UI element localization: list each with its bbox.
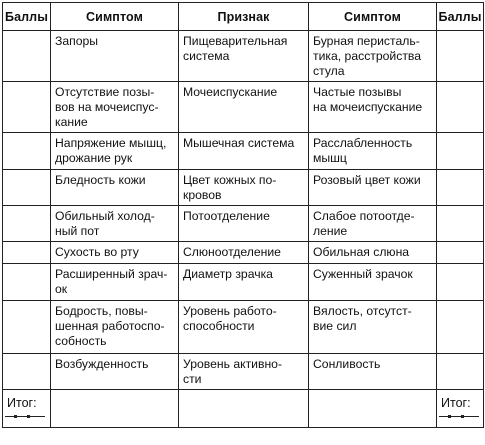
score-cell-right bbox=[437, 242, 484, 264]
table-row bbox=[3, 206, 484, 242]
symptom-left-cell: Возбужденность bbox=[51, 354, 179, 390]
header-score-left: Баллы bbox=[3, 3, 51, 31]
symptom-right-cell: Вялость, отсутст- вие сил bbox=[309, 301, 437, 354]
sign-cell: Уровень активно- сти bbox=[179, 354, 309, 390]
header-sign: Признак bbox=[179, 3, 309, 31]
score-cell-left bbox=[3, 301, 51, 354]
score-cell-left bbox=[3, 31, 51, 82]
score-cell-right bbox=[437, 31, 484, 82]
sign-cell: Слюноотделение bbox=[179, 242, 309, 264]
table-row bbox=[3, 301, 484, 354]
symptom-left-cell: Напряжение мышц, дрожание рук bbox=[51, 133, 179, 170]
total-blank-line-left bbox=[5, 416, 45, 417]
empty-cell bbox=[179, 390, 309, 428]
symptom-left-cell: Обильный холод- ный пот bbox=[51, 206, 179, 242]
total-label-left: Итог: bbox=[7, 396, 37, 410]
sign-cell: Цвет кожных по- кровов bbox=[179, 170, 309, 206]
symptom-left-cell: Расширенный зрач- ок bbox=[51, 264, 179, 301]
total-cell-left bbox=[3, 390, 51, 428]
symptom-right-cell: Суженный зрачок bbox=[309, 264, 437, 301]
symptom-right-cell: Слабое потоотде- ление bbox=[309, 206, 437, 242]
symptom-left-cell: Сухость во рту bbox=[51, 242, 179, 264]
table-row bbox=[3, 133, 484, 170]
score-cell-left bbox=[3, 264, 51, 301]
sign-cell: Мышечная система bbox=[179, 133, 309, 170]
score-cell-left bbox=[3, 242, 51, 264]
symptom-left-cell: Бледность кожи bbox=[51, 170, 179, 206]
sign-cell: Мочеиспускание bbox=[179, 82, 309, 133]
header-symptom-left: Симптом bbox=[51, 3, 179, 31]
symptom-right-cell: Частые позывы на мочеиспускание bbox=[309, 82, 437, 133]
sign-cell: Уровень работо- способности bbox=[179, 301, 309, 354]
symptom-right-cell: Расслабленность мышц bbox=[309, 133, 437, 170]
total-blank-line-right bbox=[439, 416, 479, 417]
empty-cell bbox=[309, 390, 437, 428]
symptom-right-cell: Розовый цвет кожи bbox=[309, 170, 437, 206]
symptom-right-cell: Сонливость bbox=[309, 354, 437, 390]
score-cell-right bbox=[437, 133, 484, 170]
score-cell-right bbox=[437, 206, 484, 242]
score-cell-right bbox=[437, 301, 484, 354]
score-cell-right bbox=[437, 354, 484, 390]
header-symptom-right: Симптом bbox=[309, 3, 437, 31]
symptom-right-cell: Обильная слюна bbox=[309, 242, 437, 264]
totals-row bbox=[3, 390, 484, 428]
table-row bbox=[3, 82, 484, 133]
table-row bbox=[3, 31, 484, 82]
symptom-left-cell: Отсутствие позы- вов на мочеиспус- кание bbox=[51, 82, 179, 133]
score-cell-left bbox=[3, 133, 51, 170]
score-cell-left bbox=[3, 206, 51, 242]
score-cell-left bbox=[3, 170, 51, 206]
sign-cell: Потоотделение bbox=[179, 206, 309, 242]
symptom-left-cell: Запоры bbox=[51, 31, 179, 82]
header-score-right: Баллы bbox=[437, 3, 484, 31]
table-row bbox=[3, 170, 484, 206]
sign-cell: Пищеварительная система bbox=[179, 31, 309, 82]
symptom-table bbox=[2, 2, 484, 428]
table-row bbox=[3, 242, 484, 264]
score-cell-left bbox=[3, 354, 51, 390]
header-row bbox=[3, 3, 484, 31]
score-cell-right bbox=[437, 264, 484, 301]
score-cell-left bbox=[3, 82, 51, 133]
total-label-right: Итог: bbox=[441, 396, 471, 410]
score-cell-right bbox=[437, 170, 484, 206]
symptom-left-cell: Бодрость, повы- шенная работоспо- собность bbox=[51, 301, 179, 354]
symptom-right-cell: Бурная перисталь- тика, расстройства стула bbox=[309, 31, 437, 82]
empty-cell bbox=[51, 390, 179, 428]
sign-cell: Диаметр зрачка bbox=[179, 264, 309, 301]
score-cell-right bbox=[437, 82, 484, 133]
table-row bbox=[3, 264, 484, 301]
total-cell-right bbox=[437, 390, 484, 428]
table-row bbox=[3, 354, 484, 390]
